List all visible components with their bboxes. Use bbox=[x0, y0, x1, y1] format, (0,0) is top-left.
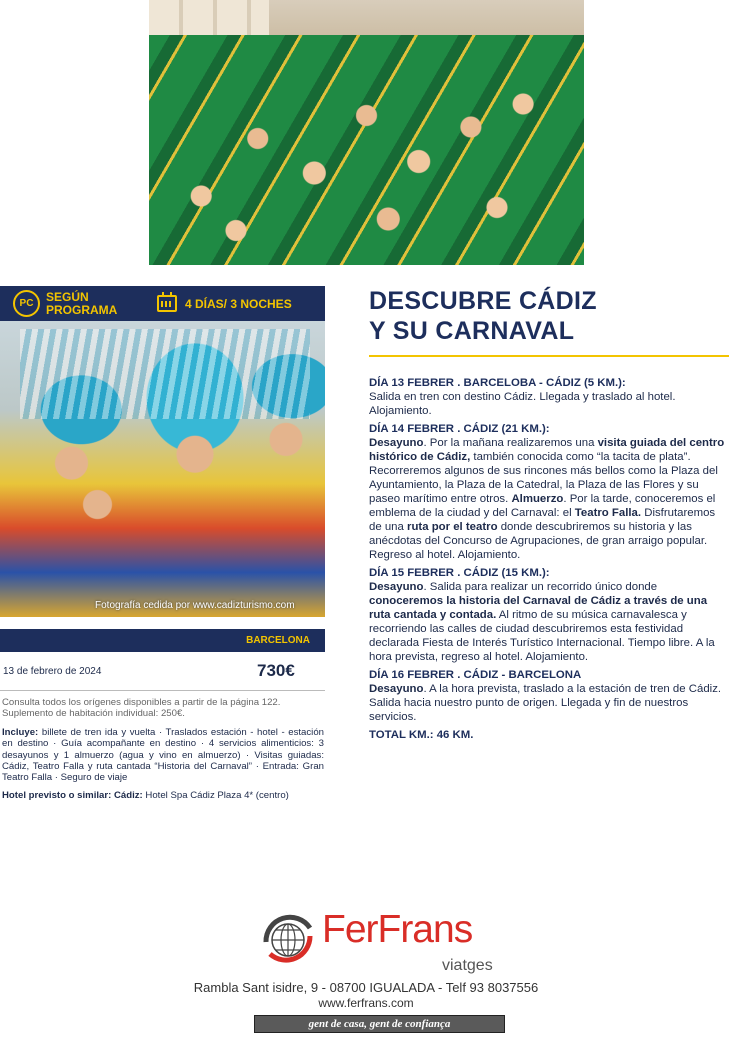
day-description bbox=[369, 436, 729, 562]
hotel-label: Hotel previsto o similar: bbox=[2, 790, 112, 801]
text: . Por la mañana realizaremos una bbox=[423, 437, 598, 449]
itinerary bbox=[369, 376, 729, 742]
departure-city-bar bbox=[0, 629, 325, 652]
day-heading: DÍA 13 FEBRER . BARCELOBA - CÁDIZ (5 KM.): bbox=[369, 377, 626, 389]
segun-line1: SEGÚN bbox=[46, 290, 89, 304]
globe-logo-icon bbox=[256, 908, 320, 968]
departure-date: 13 de febrero de 2024 bbox=[3, 666, 102, 677]
photo-credit: Fotografía cedida por www.cadizturismo.com bbox=[95, 600, 295, 611]
text: Salida en tren con destino Cádiz. Llegada y traslado al hotel. Alojamiento. bbox=[369, 391, 676, 417]
pc-badge: PC bbox=[13, 290, 40, 317]
ferfrans-logo bbox=[256, 902, 516, 982]
hotel-name: Hotel Spa Cádiz Plaza 4* (centro) bbox=[142, 790, 289, 801]
text: . Por la tarde, conoceremos el emblema de la ciudad y del Carnaval: el bbox=[369, 493, 716, 519]
text: . A la hora prevista, traslado a la estación de tren de Cádiz. Salida hacia nuestro punto de origen. Llegada y fin de nuestros servicios. bbox=[369, 683, 722, 723]
duration-label: 4 DÍAS/ 3 NOCHES bbox=[185, 297, 292, 311]
day-description bbox=[369, 580, 729, 664]
program-banner bbox=[0, 286, 325, 321]
website-link[interactable]: www.ferfrans.com bbox=[318, 996, 414, 1010]
total-km: TOTAL KM.: 46 KM. bbox=[369, 729, 474, 741]
title-underline bbox=[369, 355, 729, 357]
day-heading: DÍA 14 FEBRER . CÁDIZ (21 KM.): bbox=[369, 423, 550, 435]
hotel-block bbox=[2, 790, 324, 801]
day-heading: DÍA 16 FEBRER . CÁDIZ - BARCELONA bbox=[369, 669, 582, 681]
brand-subtitle: viatges bbox=[442, 957, 493, 974]
carnival-group-green bbox=[149, 35, 584, 265]
bold-text: visita guiada del centro histórico de Cádiz, bbox=[369, 437, 725, 463]
hotel-city: Cádiz: bbox=[111, 790, 143, 801]
title-line1: DESCUBRE CÁDIZ bbox=[369, 287, 597, 315]
calendar-icon bbox=[157, 295, 177, 312]
title-line2: Y SU CARNAVAL bbox=[369, 317, 575, 345]
bold-text: Teatro Falla. bbox=[574, 507, 642, 519]
day-heading: DÍA 15 FEBRER . CÁDIZ (15 KM.): bbox=[369, 567, 550, 579]
divider bbox=[0, 690, 325, 691]
segun-programa-label bbox=[46, 291, 117, 317]
bold-text: Almuerzo bbox=[511, 493, 564, 505]
incluye-block bbox=[2, 727, 324, 783]
bold-text: Desayuno bbox=[369, 683, 424, 695]
departure-city: BARCELONA bbox=[246, 635, 310, 646]
incluye-label: Incluye: bbox=[2, 727, 39, 738]
bold-text: Desayuno bbox=[369, 581, 424, 593]
brand-name: FerFrans bbox=[322, 908, 473, 951]
bold-text: conoceremos la historia del Carnaval de Cádiz a través de una ruta cantada y contada. bbox=[369, 595, 708, 621]
carnival-photo-feathers bbox=[0, 321, 325, 617]
day-description bbox=[369, 390, 729, 418]
feather-headdresses bbox=[20, 329, 310, 419]
text: también conocida como “la tacita de plata”. Recorreremos algunos de sus rincones más bellos como la Plaza del Ayuntamiento, la Plaza de la Catedral, la Plaza de las Flores y su paseo marítimo entre otros. bbox=[369, 451, 718, 505]
address: Rambla Sant isidre, 9 - 08700 IGUALADA - Telf 93 8037556 bbox=[193, 980, 539, 995]
segun-line2: PROGRAMA bbox=[46, 303, 118, 317]
text: donde descubriremos su historia y las anécdotas del Concurso de Agrupaciones, de gran arraigo popular. Regreso al hotel. Alojamiento. bbox=[369, 521, 708, 561]
day-description bbox=[369, 682, 729, 724]
carnival-photo-top bbox=[149, 0, 584, 265]
text: . Salida para realizar un recorrido único donde bbox=[423, 581, 658, 593]
text: Disfrutaremos de una bbox=[369, 507, 716, 533]
page-title bbox=[369, 286, 597, 346]
text: Al ritmo de su música carnavalesca y recorriendo las calles de ciudad descubriremos esta festividad declarada Fiesta de Interés Turístico Internacional. Tiempo libre. A la hora prevista, regreso al hotel. Alojamiento. bbox=[369, 609, 715, 663]
incluye-text: billete de tren ida y vuelta · Traslados estación - hotel - estación en destino · Guía acompañante en destino · 4 servicios alimenticios: 3 desayunos y 1 almuerzo (agua y vino en almuerzo) · Visitas guiadas: Cádiz, Teatro Falla y ruta cantada “Historia del Carnaval” · Entrada: Gran Teatro Falla · Seguro de viaje bbox=[2, 727, 324, 784]
bold-text: ruta por el teatro bbox=[407, 521, 498, 533]
slogan: gent de casa, gent de confiança bbox=[254, 1015, 505, 1033]
price: 730€ bbox=[257, 661, 295, 680]
consulta-note: Consulta todos los orígenes disponibles a partir de la página 122. Suplemento de habitación individual: 250€. bbox=[2, 697, 281, 719]
bold-text: Desayuno bbox=[369, 437, 424, 449]
